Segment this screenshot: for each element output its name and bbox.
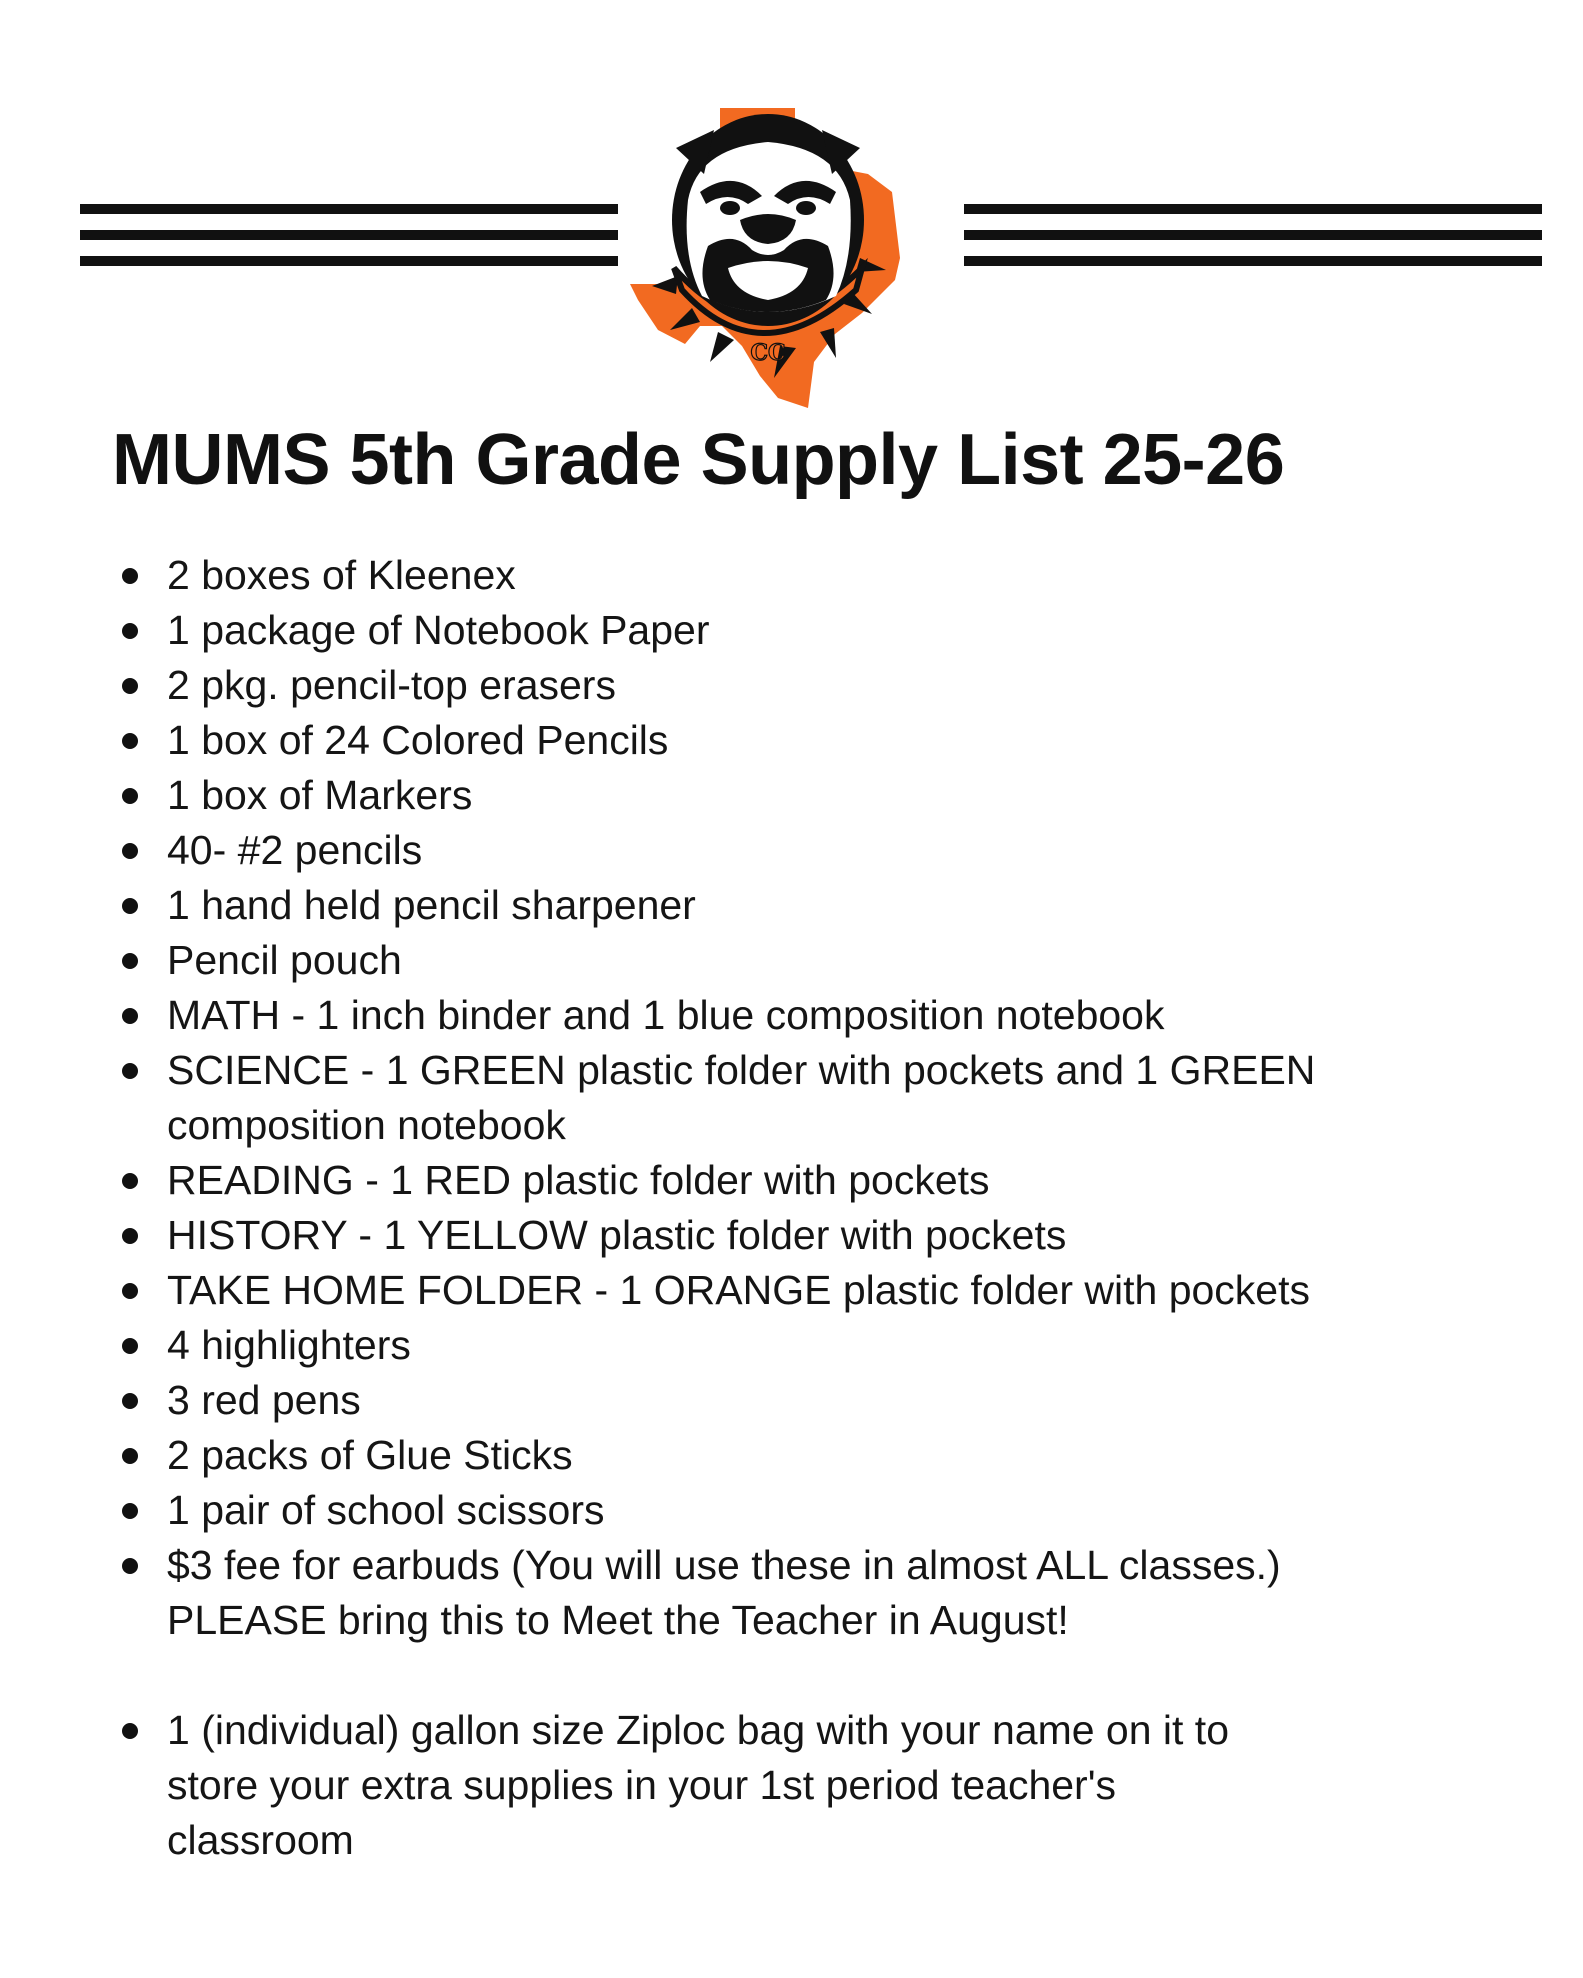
bullet-icon <box>122 1228 138 1244</box>
list-item <box>120 1208 1500 1263</box>
list-item-text: 1 package of Notebook Paper <box>167 607 710 653</box>
list-item-text: 1 (individual) gallon size Ziploc bag with your name on it to <box>167 1707 1229 1753</box>
bullet-icon <box>122 1338 138 1354</box>
list-item <box>120 1318 1500 1373</box>
list-item-text: 2 packs of Glue Sticks <box>167 1432 573 1478</box>
bulldog-texas-logo-icon <box>630 108 960 408</box>
bullet-icon <box>122 1503 138 1519</box>
stripe-line <box>964 204 1542 214</box>
bullet-icon <box>122 1283 138 1299</box>
stripe-line <box>80 256 618 266</box>
bullet-icon <box>122 843 138 859</box>
list-item-text: HISTORY - 1 YELLOW plastic folder with pockets <box>167 1212 1067 1258</box>
bullet-icon <box>122 1063 138 1079</box>
bullet-icon <box>122 1173 138 1189</box>
list-item <box>120 548 1500 603</box>
list-item-text: 40- #2 pencils <box>167 827 423 873</box>
list-item <box>120 1043 1500 1153</box>
page-title: MUMS 5th Grade Supply List 25-26 <box>112 420 1285 500</box>
list-item-text: $3 fee for earbuds (You will use these in almost ALL classes.) <box>167 1542 1281 1588</box>
list-item-text: 2 pkg. pencil-top erasers <box>167 662 616 708</box>
list-item-text-continued: store your extra supplies in your 1st period teacher's <box>167 1762 1117 1808</box>
bullet-icon <box>122 1558 138 1574</box>
bullet-icon <box>122 1008 138 1024</box>
list-item <box>120 1373 1500 1428</box>
bullet-icon <box>122 1448 138 1464</box>
list-item-text: 2 boxes of Kleenex <box>167 552 516 598</box>
list-item-text-continued: classroom <box>167 1817 354 1863</box>
list-item <box>120 1428 1500 1483</box>
list-item <box>120 603 1500 658</box>
list-item <box>120 1153 1500 1208</box>
list-item-text-continued: PLEASE bring this to Meet the Teacher in August! <box>167 1597 1069 1643</box>
list-item <box>120 658 1500 713</box>
list-item-text: 1 box of 24 Colored Pencils <box>167 717 669 763</box>
list-item-text: Pencil pouch <box>167 937 402 983</box>
list-item-text: MATH - 1 inch binder and 1 blue composition notebook <box>167 992 1165 1038</box>
list-item-text: 1 hand held pencil sharpener <box>167 882 696 928</box>
decorative-stripes-right <box>964 204 1542 266</box>
bullet-icon <box>122 898 138 914</box>
bullet-icon <box>122 953 138 969</box>
list-item <box>120 878 1500 933</box>
stripe-line <box>80 230 618 240</box>
decorative-stripes-left <box>80 204 618 266</box>
list-item-text: 1 box of Markers <box>167 772 473 818</box>
list-item-text: 4 highlighters <box>167 1322 411 1368</box>
bullet-icon <box>122 1393 138 1409</box>
list-item <box>120 1538 1500 1648</box>
list-item-text: READING - 1 RED plastic folder with pockets <box>167 1157 990 1203</box>
list-item <box>120 768 1500 823</box>
list-item <box>120 1263 1500 1318</box>
stripe-line <box>964 230 1542 240</box>
bullet-icon <box>122 568 138 584</box>
list-item-text: 3 red pens <box>167 1377 361 1423</box>
list-item <box>120 713 1500 768</box>
list-item <box>120 933 1500 988</box>
bullet-icon <box>122 1723 138 1739</box>
list-item-text-continued: composition notebook <box>167 1102 566 1148</box>
list-item <box>120 1703 1500 1868</box>
list-item <box>120 823 1500 878</box>
stripe-line <box>964 256 1542 266</box>
bullet-icon <box>122 623 138 639</box>
list-item-text: 1 pair of school scissors <box>167 1487 605 1533</box>
bullet-icon <box>122 678 138 694</box>
logo-monogram: CC <box>750 340 786 366</box>
bullet-icon <box>122 788 138 804</box>
stripe-line <box>80 204 618 214</box>
supply-list <box>120 548 1500 1868</box>
list-item-text: SCIENCE - 1 GREEN plastic folder with pockets and 1 GREEN <box>167 1047 1316 1093</box>
list-item <box>120 988 1500 1043</box>
list-item <box>120 1483 1500 1538</box>
bullet-icon <box>122 733 138 749</box>
list-item-text: TAKE HOME FOLDER - 1 ORANGE plastic folder with pockets <box>167 1267 1310 1313</box>
